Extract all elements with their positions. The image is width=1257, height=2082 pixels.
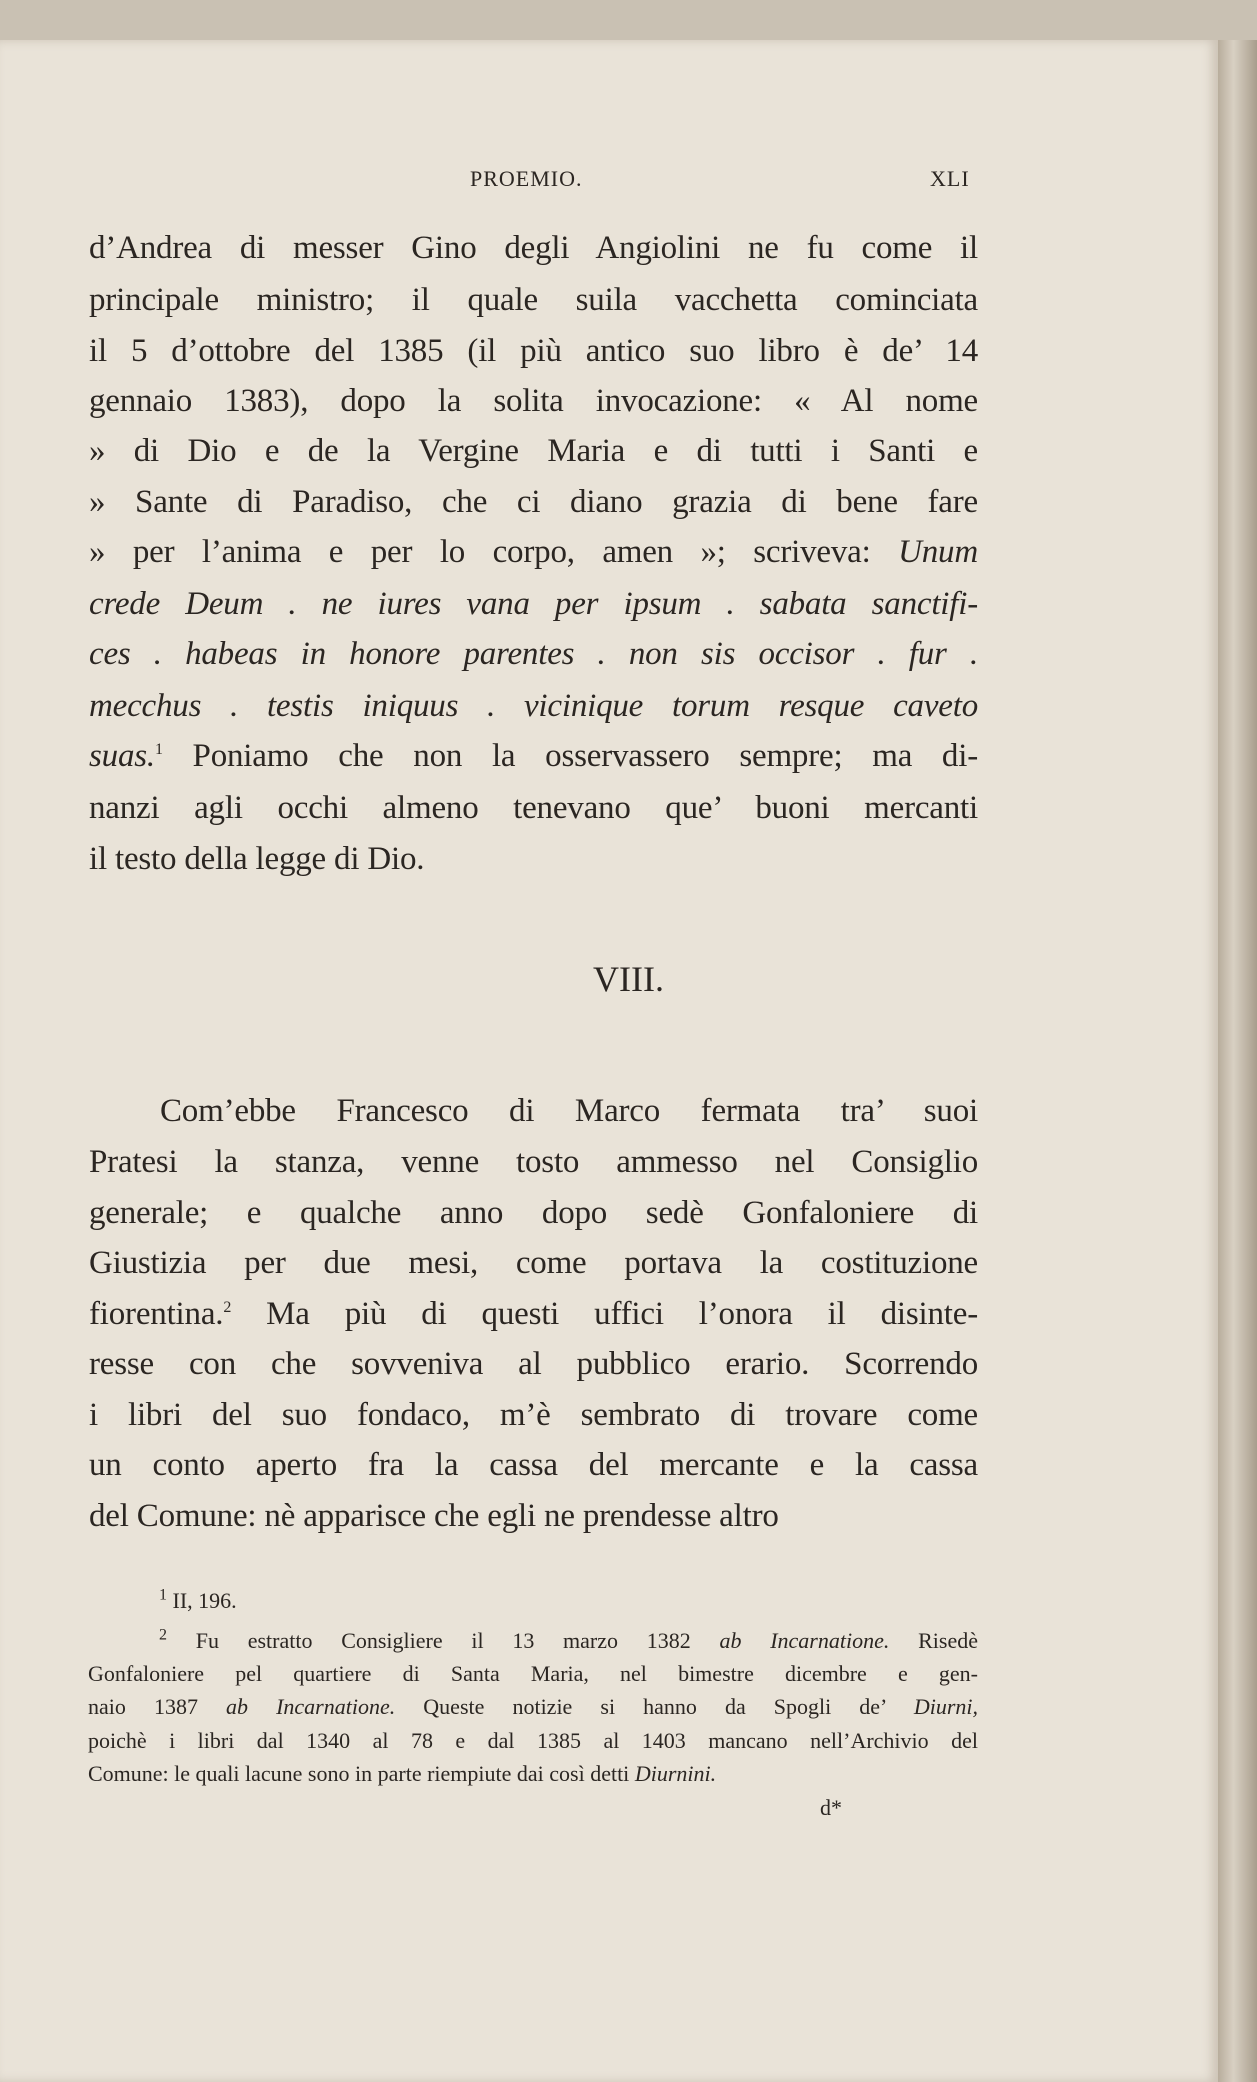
text-run: » di Dio e de la Vergine Maria e di tutti i Santi e	[89, 433, 978, 469]
text-run: Gonfaloniere pel quartiere di Santa Maria, nel bimestre dicembre e gen-	[88, 1661, 978, 1686]
text-line	[89, 731, 978, 781]
text-run: II, 196.	[167, 1588, 237, 1613]
text-line	[89, 1440, 978, 1490]
text-run: Diurni,	[913, 1694, 978, 1719]
footnote-line	[88, 1657, 978, 1690]
text-line	[89, 629, 978, 679]
text-run: ces . habeas in honore parentes . non sis occisor . fur .	[89, 636, 978, 672]
text-run: Risedè	[889, 1628, 978, 1653]
text-run: Ma più di questi uffici l’onora il disinte-	[231, 1296, 978, 1332]
text-run: nanzi agli occhi almeno tenevano que’ buoni mercanti	[89, 790, 978, 826]
text-line	[89, 1339, 978, 1389]
footnote-ref: 2	[159, 1626, 167, 1644]
text-run: generale; e qualche anno dopo sedè Gonfaloniere di	[89, 1195, 978, 1231]
text-line	[89, 1390, 978, 1440]
text-run: ab Incarnatione.	[719, 1628, 890, 1653]
text-run: Giustizia per due mesi, come portava la costituzione	[89, 1245, 978, 1281]
footnote-line	[159, 1624, 978, 1657]
text-line	[89, 1238, 978, 1288]
text-run: Poniamo che non la osservassero sempre; ma di-	[162, 738, 978, 774]
text-line	[89, 834, 978, 884]
footnote-line	[88, 1724, 978, 1757]
text-line	[89, 1289, 978, 1339]
footnote-ref: 1	[159, 1586, 167, 1604]
footnote-ref: 1	[154, 741, 163, 758]
text-line	[160, 1086, 978, 1136]
text-run: il testo della legge di Dio.	[89, 841, 425, 877]
text-run: un conto aperto fra la cassa del mercante e la cassa	[89, 1447, 978, 1483]
text-run: d’Andrea di messer Gino degli Angiolini ne fu come il	[89, 230, 978, 266]
footnote-ref: 2	[223, 1299, 232, 1316]
page-number: XLI	[930, 166, 970, 191]
text-run: il 5 d’ottobre del 1385 (il più antico suo libro è de’ 14	[89, 333, 978, 369]
text-run: ab Incarnatione.	[226, 1694, 396, 1719]
text-run: gennaio 1383), dopo la solita invocazione: « Al nome	[89, 383, 978, 419]
text-run: Pratesi la stanza, venne tosto ammesso nel Consiglio	[89, 1144, 978, 1180]
text-run: Unum	[898, 534, 978, 570]
text-run: » Sante di Paradiso, che ci diano grazia di bene fare	[89, 484, 978, 520]
section-heading: VIII.	[593, 959, 664, 999]
text-run: Diurnini.	[634, 1761, 717, 1786]
signature-mark: d*	[820, 1795, 842, 1820]
text-run: fiorentina.	[89, 1296, 224, 1332]
text-run: suas.	[89, 738, 155, 774]
page-edge	[1218, 40, 1257, 2082]
text-run: i libri del suo fondaco, m’è sembrato di trovare come	[89, 1397, 978, 1433]
text-line	[89, 527, 978, 577]
text-run: Queste notizie si hanno da Spogli de’	[395, 1694, 914, 1719]
footnote-line	[88, 1690, 978, 1723]
footnote-line	[88, 1757, 978, 1790]
text-line	[89, 426, 978, 476]
text-line	[89, 1137, 978, 1187]
text-line	[89, 579, 978, 629]
footnote-line	[159, 1584, 978, 1617]
text-run: del Comune: nè apparisce che egli ne prendesse altro	[89, 1498, 779, 1534]
text-line	[89, 783, 978, 833]
text-run: principale ministro; il quale suila vacchetta cominciata	[89, 282, 978, 318]
text-line	[89, 275, 978, 325]
text-run: Fu estratto Consigliere il 13 marzo 1382	[167, 1628, 720, 1653]
text-run: » per l’anima e per lo corpo, amen »; scriveva:	[89, 534, 899, 570]
text-run: Comune: le quali lacune sono in parte riempiute dai così detti	[88, 1761, 635, 1786]
text-line	[89, 223, 978, 273]
running-header-title: PROEMIO.	[470, 166, 583, 191]
text-run: poichè i libri dal 1340 al 78 e dal 1385 al 1403 mancano nell’Archivio del	[88, 1728, 978, 1753]
text-run: crede Deum . ne iures vana per ipsum . sabata sanctifi-	[89, 586, 978, 622]
text-line	[89, 1188, 978, 1238]
text-run: naio 1387	[88, 1694, 227, 1719]
text-line	[89, 477, 978, 527]
text-line	[89, 376, 978, 426]
text-run: mecchus . testis iniquus . vicinique torum resque caveto	[89, 688, 978, 724]
text-line	[89, 681, 978, 731]
text-run: Com’ebbe Francesco di Marco fermata tra’ suoi	[160, 1093, 978, 1129]
text-run: resse con che sovveniva al pubblico erario. Scorrendo	[89, 1346, 978, 1382]
text-line	[89, 1491, 978, 1541]
text-line	[89, 326, 978, 376]
